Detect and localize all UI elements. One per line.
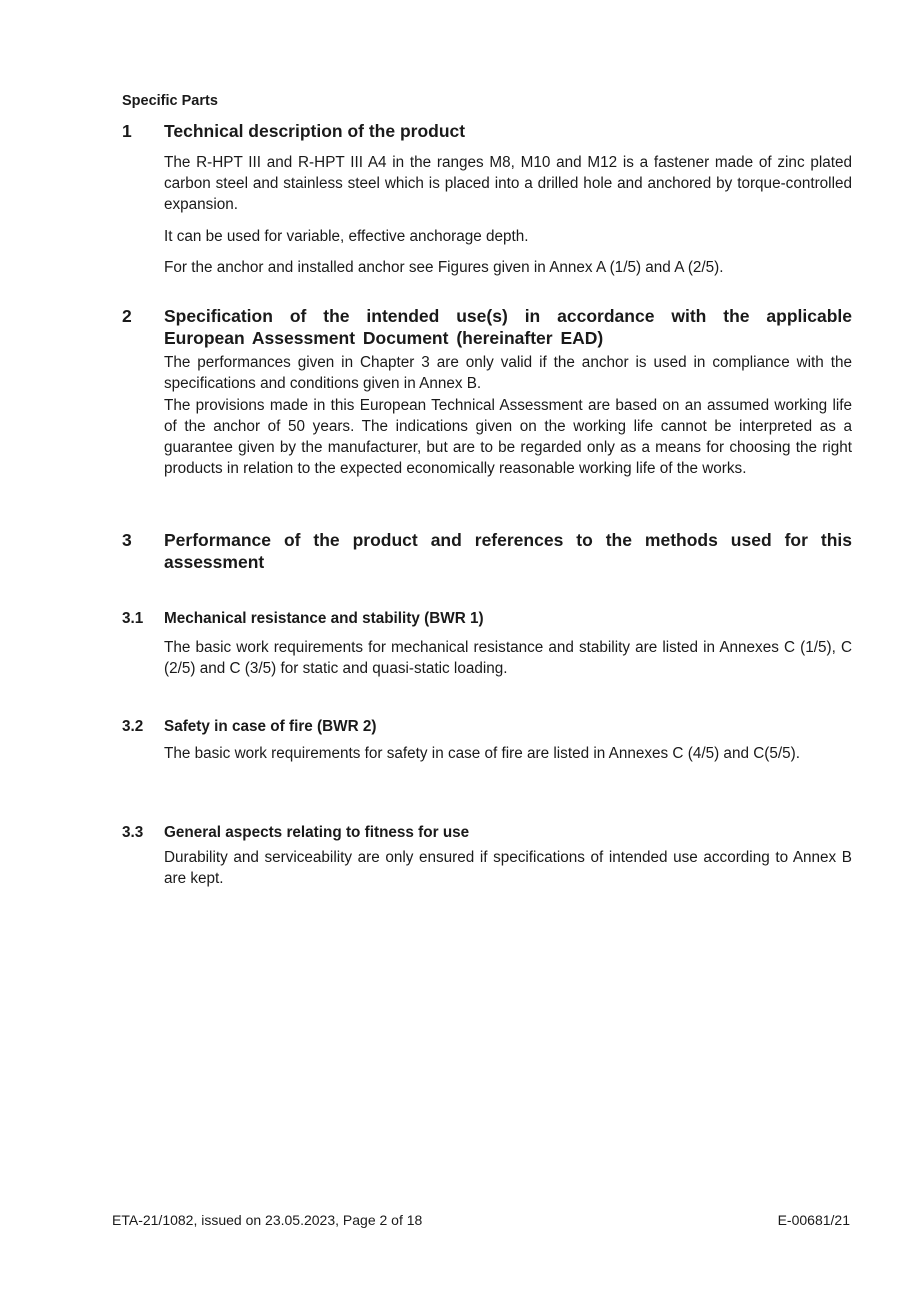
section-3-2-title: Safety in case of fire (BWR 2) (164, 718, 377, 735)
section-2-number: 2 (122, 306, 132, 326)
section-1-paragraph: The R-HPT III and R-HPT III A4 in the ranges M8, M10 and M12 is a fastener made of zinc plated carbon steel and stainless steel which is placed into a drilled hole and anchored by torque-controlled expansion. (164, 154, 852, 213)
section-3-3-paragraph: Durability and serviceability are only ensured if specifications of intended use according to Annex B are kept. (164, 849, 852, 887)
section-3-1-number: 3.1 (122, 610, 144, 627)
footer-reference: E-00681/21 (777, 1212, 850, 1228)
section-1-number: 1 (122, 121, 132, 141)
section-1-paragraph: For the anchor and installed anchor see Figures given in Annex A (1/5) and A (2/5). (164, 259, 724, 276)
section-2-paragraph: The provisions made in this European Technical Assessment are based on an assumed working life of the anchor of 50 years. The indications given on the working life cannot be interpreted as a guarantee given by the manufacturer, but are to be regarded only as a means for choosing the right products in relation to the expected economically reasonable working life of the works. (164, 397, 852, 477)
footer-document-info: ETA-21/1082, issued on 23.05.2023, Page 2 of 18 (112, 1212, 423, 1228)
section-3-3-number: 3.3 (122, 824, 144, 841)
section-3-2-number: 3.2 (122, 718, 144, 735)
section-2-paragraph: The performances given in Chapter 3 are only valid if the anchor is used in compliance with the specifications and conditions given in Annex B. (164, 354, 852, 392)
section-2-title: Specification of the intended use(s) in accordance with the applicable European Assessment Document (hereinafter EAD) (164, 306, 852, 348)
section-3-1-title: Mechanical resistance and stability (BWR 1) (164, 610, 484, 627)
section-3-3-title: General aspects relating to fitness for use (164, 824, 470, 841)
specific-parts-label: Specific Parts (122, 93, 218, 109)
section-3-2-paragraph: The basic work requirements for safety in case of fire are listed in Annexes C (4/5) and C(5/5). (164, 745, 800, 762)
section-3-title: Performance of the product and references to the methods used for this assessment (164, 530, 852, 572)
section-3-number: 3 (122, 530, 132, 550)
section-1-title: Technical description of the product (164, 121, 466, 141)
section-3-1-paragraph: The basic work requirements for mechanical resistance and stability are listed in Annexes C (1/5), C (2/5) and C (3/5) for static and quasi-static loading. (164, 639, 852, 677)
section-1-paragraph: It can be used for variable, effective anchorage depth. (164, 228, 529, 245)
